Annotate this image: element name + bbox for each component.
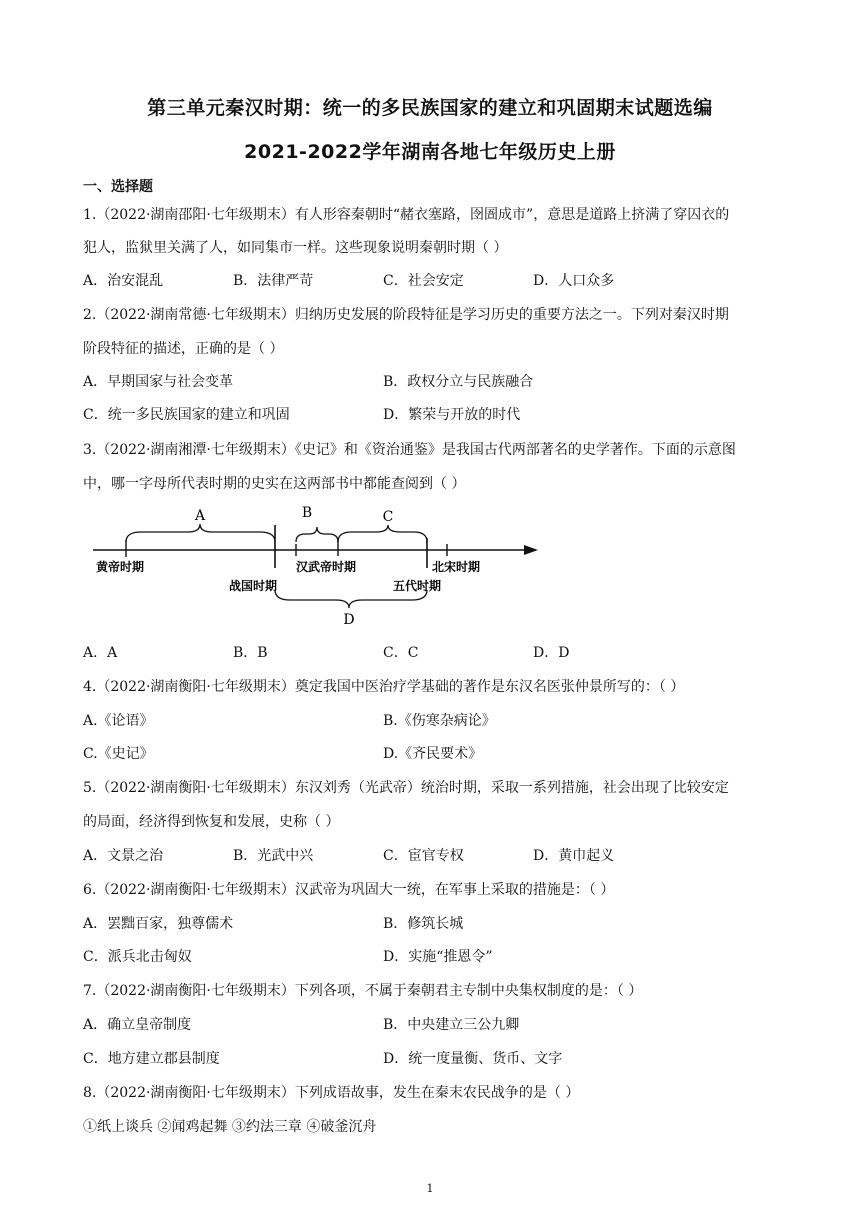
question-2-option-c: C．统一多民族国家的建立和巩固 — [83, 407, 290, 423]
question-5-option-d: D．黄巾起义 — [533, 848, 615, 864]
question-5-line-2: 的局面，经济得到恢复和发展，史称（ ） — [83, 814, 340, 830]
question-6-option-d: D．实施“推恩令” — [383, 949, 493, 965]
question-4-option-a: A.《论语》 — [83, 713, 154, 729]
period-beisong: 北宋时期 — [432, 560, 481, 574]
page-number: 1 — [426, 1182, 434, 1195]
question-4-option-c: C.《史记》 — [83, 746, 154, 762]
question-1-option-a: A．治安混乱 — [83, 273, 164, 289]
question-1-option-c: C．社会安定 — [383, 273, 464, 289]
question-7-line-1: 7.（2022·湖南衡阳·七年级期末）下列各项，不属于秦朝君主专制中央集权制度的是：（ ） — [83, 983, 643, 999]
question-8-line-2: ①纸上谈兵 ②闻鸡起舞 ③约法三章 ④破釜沉舟 — [83, 1119, 377, 1135]
section-heading: 一、选择题 — [83, 179, 153, 195]
timeline-figure — [83, 500, 553, 635]
period-hanwudi: 汉武帝时期 — [296, 560, 357, 574]
question-5-option-a: A．文景之治 — [83, 848, 164, 864]
question-5-option-b: B．光武中兴 — [233, 848, 314, 864]
question-2-option-d: D．繁荣与开放的时代 — [383, 407, 521, 423]
question-8-line-1: 8.（2022·湖南衡阳·七年级期末）下列成语故事，发生在秦末农民战争的是（ ） — [83, 1085, 580, 1101]
brace-b — [296, 527, 338, 542]
timeline-arrow-icon — [524, 545, 538, 555]
brace-label-d: D — [343, 612, 355, 628]
brace-c — [338, 525, 427, 542]
question-7-option-a: A．确立皇帝制度 — [83, 1017, 192, 1033]
period-huangdi: 黄帝时期 — [96, 560, 145, 574]
document-title: 第三单元秦汉时期：统一的多民族国家的建立和巩固期末试题选编 — [147, 97, 713, 119]
brace-label-c: C — [382, 509, 394, 525]
brace-label-a: A — [194, 508, 206, 524]
question-3-line-2: 中，哪一字母所代表时期的史实在这两部书中都能查阅到（ ） — [83, 476, 466, 492]
question-4-option-d: D.《齐民要术》 — [383, 746, 483, 762]
period-zhanguo: 战国时期 — [229, 579, 278, 593]
question-7-option-b: B．中央建立三公九卿 — [383, 1017, 520, 1033]
question-3-line-1: 3.（2022·湖南湘潭·七年级期末）《史记》和《资治通鉴》是我国古代两部著名的史学著作。下面的示意图 — [83, 442, 736, 458]
question-1-line-2: 犯人，监狱里关满了人，如同集市一样。这些现象说明秦朝时期（ ） — [83, 240, 508, 256]
question-6-option-c: C．派兵北击匈奴 — [83, 949, 192, 965]
brace-label-b: B — [301, 505, 313, 521]
question-3-option-b: B．B — [233, 645, 268, 661]
document-subtitle: 2021-2022学年湖南各地七年级历史上册 — [244, 141, 616, 163]
brace-a — [126, 524, 275, 542]
question-1-line-1: 1.（2022·湖南邵阳·七年级期末）有人形容秦朝时“赭衣塞路，囹圄成市”，意思是道路上挤满了穿囚衣的 — [83, 207, 730, 223]
question-5-line-1: 5.（2022·湖南衡阳·七年级期末）东汉刘秀（光武帝）统治时期，采取一系列措施，社会出现了比较安定 — [83, 780, 729, 796]
question-7-option-c: C．地方建立郡县制度 — [83, 1051, 220, 1067]
question-7-option-d: D．统一度量衡、货币、文字 — [383, 1051, 563, 1067]
question-6-option-a: A．罢黜百家，独尊儒术 — [83, 916, 234, 932]
question-6-option-b: B．修筑长城 — [383, 916, 464, 932]
period-wudai: 五代时期 — [393, 579, 442, 593]
question-2-option-a: A．早期国家与社会变革 — [83, 374, 234, 390]
question-6-line-1: 6.（2022·湖南衡阳·七年级期末）汉武帝为巩固大一统，在军事上采取的措施是：（ ） — [83, 882, 615, 898]
question-3-option-c: C．C — [383, 645, 419, 661]
question-3-option-a: A．A — [83, 645, 118, 661]
question-3-option-d: D．D — [533, 645, 570, 661]
question-1-option-b: B．法律严苛 — [233, 273, 314, 289]
question-2-line-1: 2.（2022·湖南常德·七年级期末）归纳历史发展的阶段特征是学习历史的重要方法之一。下列对秦汉时期 — [83, 307, 729, 323]
question-5-option-c: C．宦官专权 — [383, 848, 464, 864]
question-4-option-b: B.《伤寒杂病论》 — [383, 713, 496, 729]
question-2-option-b: B．政权分立与民族融合 — [383, 374, 534, 390]
question-2-line-2: 阶段特征的描述，正确的是（ ） — [83, 341, 284, 357]
question-4-line-1: 4.（2022·湖南衡阳·七年级期末）奠定我国中医治疗学基础的著作是东汉名医张仲景所写的：（ ） — [83, 679, 685, 695]
question-1-option-d: D．人口众多 — [533, 273, 615, 289]
